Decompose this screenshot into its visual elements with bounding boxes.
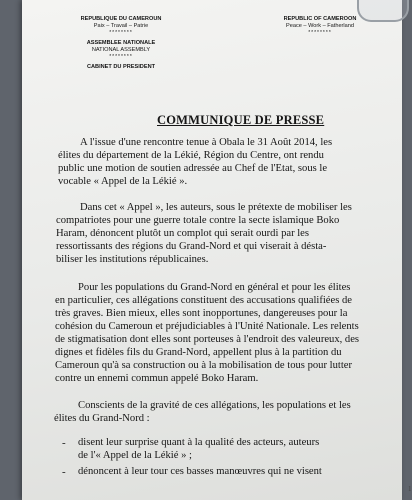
paragraph-line: Cameroun qu'à sa construction ou à la mobilisation de tous pour lutter (55, 360, 353, 371)
paragraph-line: A l'issue d'une rencontre tenue à Obala le 31 Août 2014, les (80, 137, 333, 148)
page-number: 1 (408, 485, 412, 493)
paragraph-line: dignes et fidèles fils du Grand-Nord, appellent plus à la partition du (55, 347, 342, 358)
header-right-motto: Peace – Work – Fatherland (286, 23, 354, 29)
paragraph-line: compatriotes pour une guerre totale contre la secte islamique Boko (56, 215, 340, 226)
paragraph-line: en particulier, ces allégations constituent des accusations qualifiées de (55, 295, 352, 306)
paragraph-line: élites du département de la Lékié, Région du Centre, ont rendu (58, 150, 324, 161)
bullet-line: dénoncent à leur tour ces basses manœuvres qui ne visent (78, 466, 322, 477)
paragraph-line: Dans cet « Appel », les auteurs, sous le prétexte de mobiliser les (80, 202, 352, 213)
paragraph-line: cohésion du Cameroun et préjudiciables à l'Unité Nationale. Les relents (55, 321, 359, 332)
paragraph-line: biliser les institutions républicaines. (56, 254, 209, 265)
document-title: COMMUNIQUE DE PRESSE (157, 113, 325, 127)
document-page (22, 0, 412, 500)
header-assembly-fr: ASSEMBLEE NATIONALE (86, 40, 156, 46)
header-right-country: REPUBLIC OF CAMEROON (283, 16, 357, 22)
paragraph-line: contre un ennemi commun appelé Boko Haram. (55, 373, 259, 384)
bullet-dash: - (62, 466, 66, 478)
header-left-country: REPUBLIQUE DU CAMEROUN (80, 16, 162, 22)
paragraph-line: très graves. Bien mieux, elles sont inopportunes, dangereuses pour la (55, 308, 348, 319)
header-left-stars-2: ******** (109, 54, 133, 60)
header-cabinet: CABINET DU PRESIDENT (86, 64, 156, 70)
header-right-block (265, 16, 375, 36)
header-assembly-en: NATIONAL ASSEMBLY (91, 47, 151, 53)
paragraph-line: vocable « Appel de la Lékié ». (58, 176, 188, 187)
paragraph-line: Haram, dénoncent plutôt un complot qui serait ourdi par les (56, 228, 310, 239)
header-left-stars: ******** (109, 30, 133, 36)
paragraph-line: élites du Grand-Nord : (54, 413, 150, 424)
paragraph-line: public une motion de soutien adressée au Chef de l'Etat, sous le (58, 163, 328, 174)
bullet-dash: - (62, 437, 66, 449)
bullet-line: de l'« Appel de la Lékié » ; (78, 450, 192, 461)
paragraph-line: Conscients de la gravité de ces allégations, les populations et les (78, 400, 351, 411)
bullet-line: disent leur surprise quant à la qualité des acteurs, auteurs (78, 437, 320, 448)
paragraph-line: de stigmatisation dont elles sont porteuses à l'endroit des valeureux, des (55, 334, 360, 345)
header-left-block (66, 16, 176, 71)
header-right-stars: ******** (308, 30, 332, 36)
paragraph-line: Pour les populations du Grand-Nord en général et pour les élites (78, 282, 351, 293)
paragraph-line: ressortissants des régions du Grand-Nord et qui viserait à désta- (56, 241, 327, 252)
header-left-motto: Paix – Travail – Patrie (93, 23, 149, 29)
